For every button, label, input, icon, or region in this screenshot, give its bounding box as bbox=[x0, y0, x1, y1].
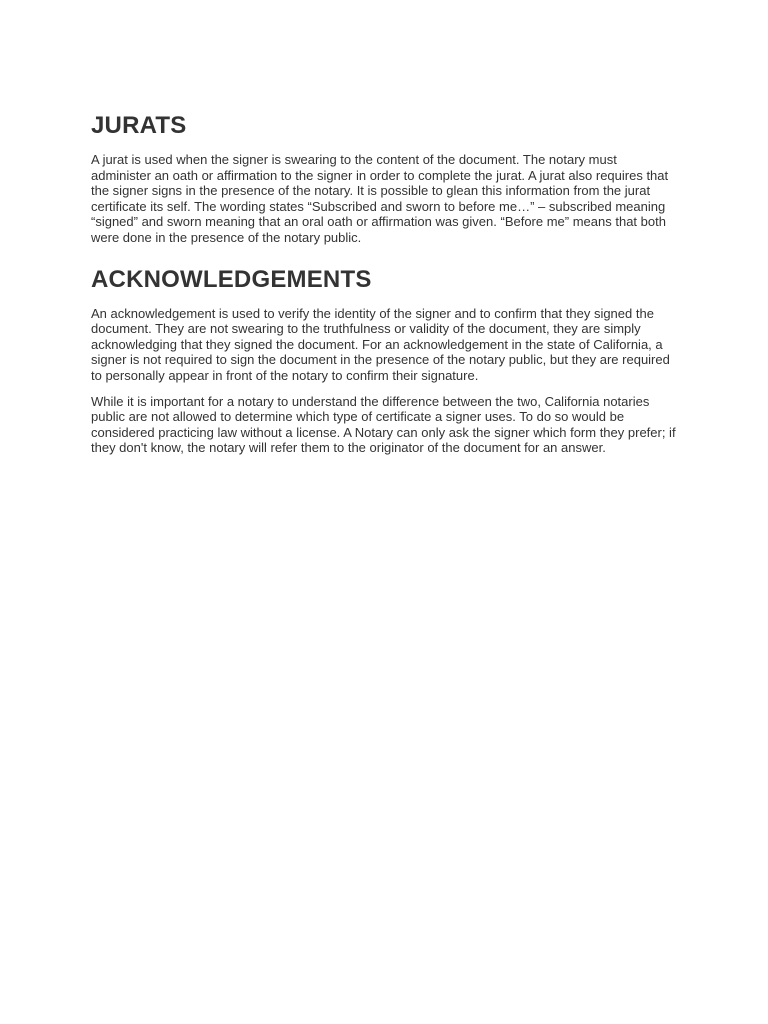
jurats-section bbox=[91, 112, 678, 246]
jurats-heading: JURATS bbox=[91, 112, 187, 139]
acknowledgements-paragraph-2: While it is important for a notary to understand the difference between the two, California notaries public are not allowed to determine which type of certificate a signer uses. To do so would be considered practicing law without a license. A Notary can only ask the signer which form they prefer; if they don't know, the notary will refer them to the originator of the document for an answer. bbox=[91, 393, 676, 456]
acknowledgements-section bbox=[91, 266, 678, 456]
acknowledgements-heading: ACKNOWLEDGEMENTS bbox=[91, 265, 372, 293]
acknowledgements-paragraph-1: An acknowledgement is used to verify the identity of the signer and to confirm that they signed the document. They are not swearing to the truthfulness or validity of the document, they are simply acknowledging that they signed the document. For an acknowledgement in the state of California, a signer is not required to sign the document in the presence of the notary public, but they are required to personally appear in front of the notary to confirm their signature. bbox=[91, 305, 670, 383]
jurats-paragraph: A jurat is used when the signer is swearing to the content of the document. The notary must administer an oath or affirmation to the signer in order to complete the jurat. A jurat also requires that the signer signs in the presence of the notary. It is possible to glean this information from the jurat certificate its self. The wording states “Subscribed and sworn to before me…” – subscribed meaning “signed” and sworn meaning that an oral oath or affirmation was given. “Before me” means that both were done in the presence of the notary public. bbox=[91, 152, 669, 245]
